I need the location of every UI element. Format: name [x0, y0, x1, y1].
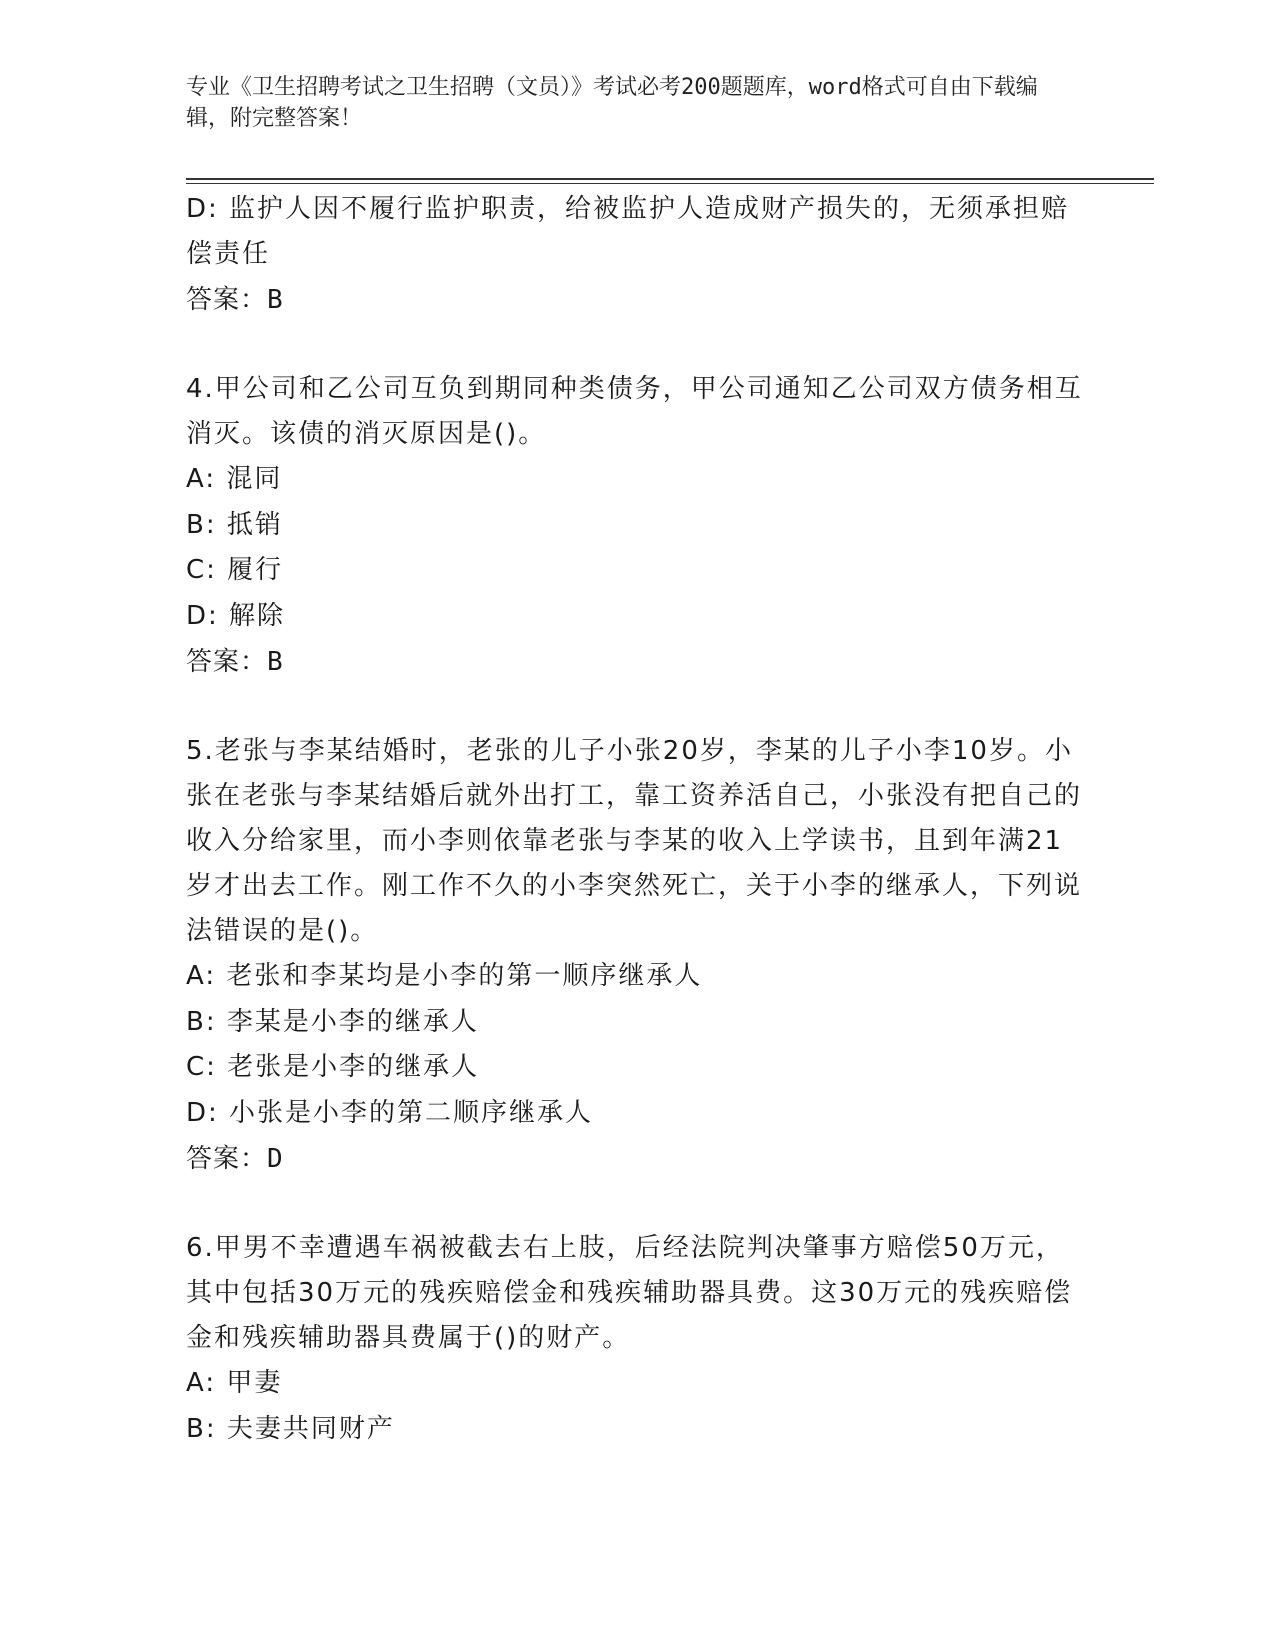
question-5	[186, 729, 1086, 1182]
option-a: A: 老张和李某均是小李的第一顺序继承人	[186, 961, 703, 991]
header-divider	[186, 178, 1154, 184]
option-d: D: 解除	[186, 600, 286, 631]
page-content	[186, 187, 1086, 1452]
option-c: C: 履行	[186, 555, 284, 585]
question-stem: 5.老张与李某结婚时，老张的儿子小张20岁，李某的儿子小李10岁。小张在老张与李某结婚后就外出打工，靠工资养活自己，小张没有把自己的收入分给家里，而小李则依靠老张与李某的收入上学读书，且到年满21岁才出去工作。刚工作不久的小李突然死亡，关于小李的继承人，下列说法错误的是()。	[186, 736, 1083, 946]
page-header: 专业《卫生招聘考试之卫生招聘（文员）》考试必考200题题库，word格式可自由下载编辑，附完整答案！	[186, 75, 1038, 131]
option-d: D: 监护人因不履行监护职责，给被监护人造成财产损失的，无须承担赔偿责任	[186, 194, 1070, 269]
answer: 答案：D	[186, 1144, 284, 1174]
option-d: D: 小张是小李的第二顺序继承人	[186, 1097, 594, 1128]
option-a: A: 甲妻	[186, 1368, 283, 1398]
question-stem: 6.甲男不幸遭遇车祸被截去右上肢，后经法院判决肇事方赔偿50万元，其中包括30万元的残疾赔偿金和残疾辅助器具费。这30万元的残疾赔偿金和残疾辅助器具费属于()的财产。	[186, 1233, 1073, 1353]
option-b: B: 李某是小李的继承人	[186, 1006, 479, 1037]
option-b: B: 抵销	[186, 509, 283, 540]
answer: 答案：B	[186, 647, 284, 677]
option-a: A: 混同	[186, 464, 283, 494]
option-b: B: 夫妻共同财产	[186, 1413, 395, 1444]
question-stem: 4.甲公司和乙公司互负到期同种类债务，甲公司通知乙公司双方债务相互消灭。该债的消灭原因是()。	[186, 374, 1083, 449]
option-c: C: 老张是小李的继承人	[186, 1052, 480, 1082]
answer: 答案：B	[186, 285, 284, 315]
question-4	[186, 367, 1086, 685]
question-6	[186, 1226, 1086, 1452]
